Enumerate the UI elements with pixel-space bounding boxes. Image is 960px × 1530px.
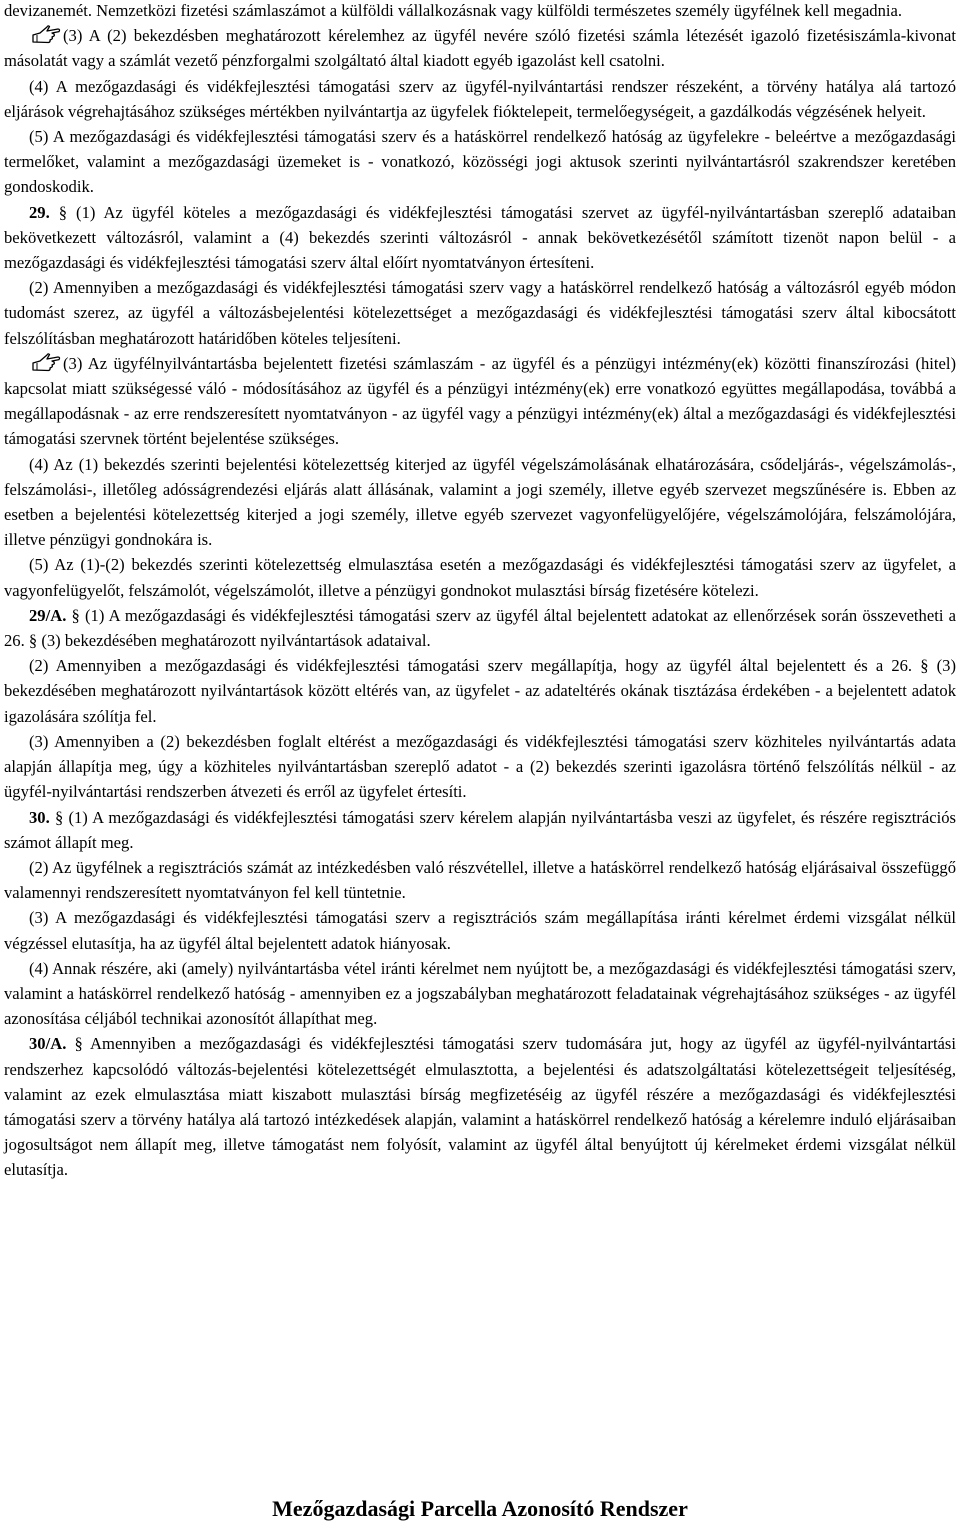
footer-title: Mezőgazdasági Parcella Azonosító Rendszer: [272, 1496, 688, 1521]
section-number: 30/A.: [29, 1034, 67, 1054]
paragraph: (5) Az (1)-(2) bekezdés szerinti kötelezettség elmulasztása esetén a mezőgazdasági és vidékfejlesztési támogatási szerv az ügyfelet, a vagyonfelügyelőt, felszámolót, végelszámolót, illetve a pénzügyi gondnokot mulasztási bírság fizetésére kötelezi.: [4, 555, 956, 600]
pointing-hand-icon: [31, 24, 61, 44]
section-text: § Amennyiben a mezőgazdasági és vidékfejlesztési támogatási szerv tudomására jut, hogy az ügyfél az ügyfél-nyilvántartási rendszerhez kapcsolódó változás-bejelentési kötelezettségét elmulasztotta, a bejelentési és adatszolgáltatási kötelezettségeit teljesítéség, valamint az ezek elmulasztása miatt kiszabott mulasztási bírság megfizetéséig az ügyfél részére a mezőgazdasági és vidékfejlesztési támogatási szerv a törvény hatálya alá tartozó intézkedések alapján, valamint a hatáskörrel rendelkező hatóság a kérelemre induló eljárásaiban jogosultságot nem állapít meg, illetve támogatást nem folyósít, valamint az ügyfél által benyújtott új kérelmeket érdemi vizsgálat nélkül elutasítja.: [4, 1034, 956, 1180]
section-29a: [4, 603, 956, 653]
paragraph-text: (3) A (2) bekezdésben meghatározott kérelemhez az ügyfél nevére szóló fizetési számla létezését igazoló fizetésiszámla-kivonat másolatát vagy a számlát vezető pénzforgalmi szolgáltató által kiadott egyéb igazolást kell csatolni.: [4, 26, 956, 71]
paragraph: (2) Amennyiben a mezőgazdasági és vidékfejlesztési támogatási szerv vagy a hatáskörrel rendelkező hatóság a változásról egyéb módon tudomást szerez, az ügyfél a változásbejelentési kötelezettséget a mezőgazdasági és vidékfejlesztési támogatási szerv által kibocsátott felszólításban meghatározott határidőben köteles teljesíteni.: [4, 278, 956, 348]
paragraph: devizanemét. Nemzetközi fizetési számlaszámot a külföldi vállalkozásnak vagy külföldi természetes személy ügyfélnek kell megadnia.: [4, 1, 903, 20]
section-29: [4, 200, 956, 276]
paragraph-amended: [4, 351, 956, 452]
section-number: 29.: [29, 202, 50, 222]
section-30: [4, 805, 956, 855]
paragraph-amended: [4, 23, 956, 73]
section-30a: [4, 1031, 956, 1182]
paragraph: (2) Amennyiben a mezőgazdasági és vidékfejlesztési támogatási szerv megállapítja, hogy az ügyfél által bejelentett és a 26. § (3) bekezdésében meghatározott nyilvántartások között eltérés van, az ügyfelet - az adateltérés okának tisztázása érdekében - a bejelentett adatok igazolására szólítja fel.: [4, 656, 956, 726]
paragraph: (2) Az ügyfélnek a regisztrációs számát az intézkedésben való részvétellel, illetve a hatáskörrel rendelkező hatóság eljárásaival összefüggő valamennyi rendszeresített nyomtatványon fel kell tüntetnie.: [4, 857, 956, 903]
section-number: 30.: [29, 807, 50, 827]
section-text: § (1) Az ügyfél köteles a mezőgazdasági és vidékfejlesztési támogatási szervet az ügyfél-nyilvántartásban szereplő adataiban bekövetkezett változásról, valamint a (4) bekezdés szerinti változásról - annak bekövetkezésétől számított tizenöt napon belül - a mezőgazdasági és vidékfejlesztési támogatási szerv által előírt nyomtatványon értesíteni.: [4, 202, 956, 273]
paragraph: (4) Az (1) bekezdés szerinti bejelentési kötelezettség kiterjed az ügyfél végelszámolásának elhatározására, csődeljárás-, végelszámolás-, felszámolási-, illetőleg adósságrendezési eljárás alatt állásának, valamint a jogi személy, illetve egyéb szervezet megszűnésére is. Ebben az esetben a bejelentési kötelezettség kiterjed a jogi személy, illetve egyéb szervezet vagyonfelügyelőjére, végelszámolójára, felszámolójára, illetve pénzügyi gondnokára is.: [4, 454, 956, 550]
paragraph-text: (3) Az ügyfélnyilvántartásba bejelentett fizetési számlaszám - az ügyfél és a pénzügyi intézmény(ek) közötti finanszírozási (hitel) kapcsolat miatt szükségessé váló - módosításához az ügyfél és a pénzügyi intézmény(ek) erre vonatkozó együttes megállapodása, továbbá a megállapodásnak - az erre rendszeresített nyomtatványon - az ügyfél vagy a pénzügyi intézmény(ek) által a mezőgazdasági és vidékfejlesztési támogatási szervnek történt bejelentése szükséges.: [4, 353, 956, 449]
paragraph: (4) A mezőgazdasági és vidékfejlesztési támogatási szerv az ügyfél-nyilvántartási rendszer részeként, a törvény hatálya alá tartozó eljárások végrehajtásához szükséges mértékben nyilvántartja az ügyfelek fióktelepeit, termelőegységeit, a gazdálkodás végzésének helyeit.: [4, 76, 956, 121]
section-text: § (1) A mezőgazdasági és vidékfejlesztési támogatási szerv az ügyfél által bejelentett adatokat az ellenőrzések során összevetheti a 26. § (3) bekezdésében meghatározott nyilvántartások adataival.: [4, 605, 956, 651]
paragraph: (3) A mezőgazdasági és vidékfejlesztési támogatási szerv a regisztrációs szám megállapítása iránti kérelmet érdemi vizsgálat nélkül végzéssel elutasítja, ha az ügyfél által bejelentett adatok hiányosak.: [4, 908, 956, 953]
paragraph: (3) Amennyiben a (2) bekezdésben foglalt eltérést a mezőgazdasági és vidékfejlesztési támogatási szerv közhiteles nyilvántartás adata alapján állapítja meg, úgy a közhiteles nyilvántartásban szereplő adatot - a (2) bekezdés szerinti igazolásra történő felszólítás nélkül - az ügyfél-nyilvántartási rendszerben átvezeti és erről az ügyfelet értesíti.: [4, 731, 956, 802]
pointing-hand-icon: [31, 352, 61, 372]
section-text: § (1) A mezőgazdasági és vidékfejlesztési támogatási szerv kérelem alapján nyilvántartásba veszi az ügyfelet, és részére regisztrációs számot állapít meg.: [4, 807, 956, 852]
paragraph: (4) Annak részére, aki (amely) nyilvántartásba vétel iránti kérelmet nem nyújtott be, a mezőgazdasági és vidékfejlesztési támogatási szerv, valamint a hatáskörrel rendelkező hatóság - amennyiben ez a jogszabályban meghatározott feladatainak végrehajtásához szükséges - az ügyfél azonosítása céljából technikai azonosítót állapíthat meg.: [4, 958, 956, 1029]
paragraph: (5) A mezőgazdasági és vidékfejlesztési támogatási szerv és a hatáskörrel rendelkező hatóság az ügyfelekre - beleértve a mezőgazdasági termelőket, valamint a mezőgazdasági üzemeket is - vonatkozó, közösségi jogi aktusok szerinti nyilvántartásról szakrendszer keretében gondoskodik.: [4, 127, 956, 197]
section-number: 29/A.: [29, 605, 67, 625]
